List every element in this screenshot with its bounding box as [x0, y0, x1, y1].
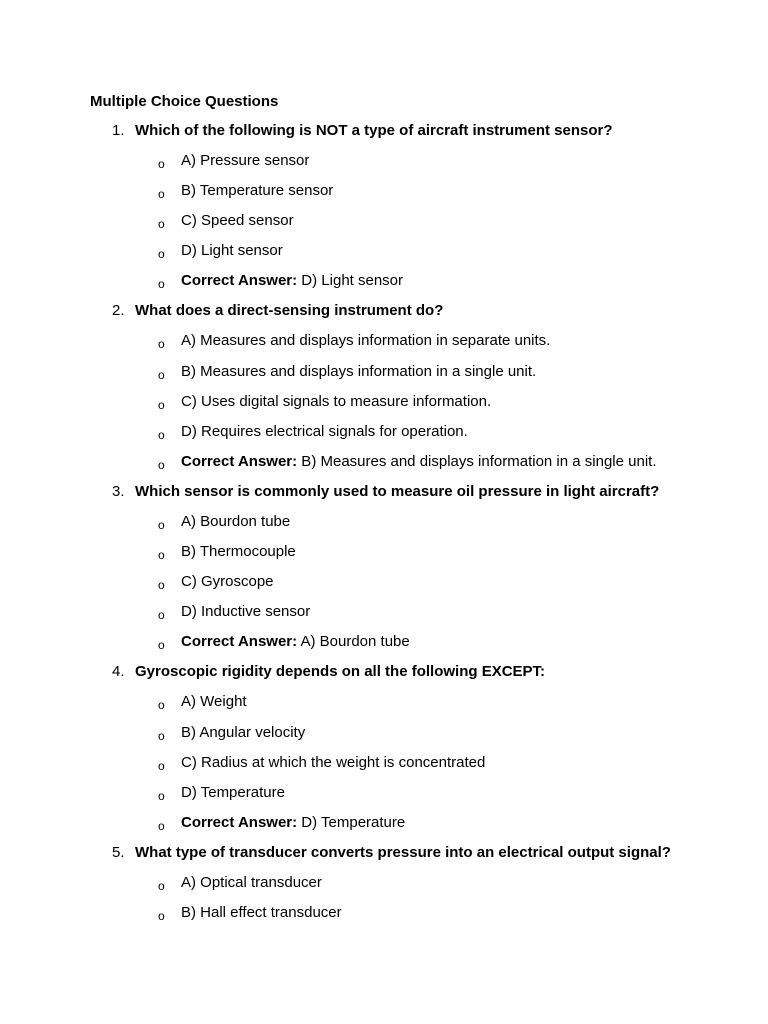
question-4 — [0, 663, 768, 693]
list-item — [0, 363, 768, 393]
bullet-icon: o — [158, 337, 165, 352]
question-2 — [0, 302, 768, 332]
bullet-icon: o — [158, 217, 165, 232]
bullet-icon: o — [158, 277, 165, 292]
bullet-icon: o — [158, 758, 165, 773]
option-text: B) Angular velocity — [181, 723, 306, 741]
correct-answer-label: Correct Answer: — [181, 272, 298, 290]
question-number: 1. — [112, 122, 125, 139]
question-number: 2. — [112, 302, 125, 320]
bullet-icon: o — [158, 457, 165, 472]
list-item — [0, 423, 768, 453]
correct-answer — [181, 814, 405, 832]
option-text: A) Optical transducer — [181, 873, 322, 891]
option-text: D) Temperature — [181, 783, 285, 801]
bullet-icon: o — [158, 818, 165, 833]
bullet-icon: o — [158, 517, 165, 532]
correct-answer-value: D) Temperature — [297, 813, 406, 831]
list-item — [0, 784, 768, 814]
list-item — [0, 874, 768, 904]
correct-answer-label: Correct Answer: — [181, 633, 298, 651]
list-item — [0, 754, 768, 784]
option-text: A) Weight — [181, 693, 247, 711]
bullet-icon: o — [158, 638, 165, 653]
bullet-icon: o — [158, 578, 165, 593]
question-5 — [0, 844, 768, 874]
bullet-icon: o — [158, 698, 165, 713]
option-text: C) Radius at which the weight is concentrated — [181, 753, 486, 771]
question-3 — [0, 483, 768, 513]
bullet-icon: o — [158, 788, 165, 803]
option-text: C) Gyroscope — [181, 573, 274, 591]
question-text: Which sensor is commonly used to measure oil pressure in light aircraft? — [135, 482, 660, 500]
option-text: C) Uses digital signals to measure information. — [181, 392, 492, 410]
list-item — [0, 573, 768, 603]
option-text: A) Pressure sensor — [181, 152, 310, 169]
question-1 — [0, 122, 768, 152]
bullet-icon: o — [158, 157, 165, 171]
bullet-icon: o — [158, 427, 165, 442]
list-item — [0, 904, 768, 934]
bullet-icon: o — [158, 728, 165, 743]
option-text: C) Speed sensor — [181, 212, 294, 230]
question-text: What does a direct-sensing instrument do? — [135, 302, 444, 320]
correct-answer-item — [0, 633, 768, 663]
list-item — [0, 693, 768, 723]
list-item — [0, 603, 768, 633]
correct-answer-item — [0, 272, 768, 302]
question-number: 4. — [112, 663, 125, 681]
correct-answer-label: Correct Answer: — [181, 813, 298, 831]
bullet-icon: o — [158, 247, 165, 262]
bullet-icon: o — [158, 908, 165, 923]
bullet-icon: o — [158, 548, 165, 563]
correct-answer — [181, 633, 410, 651]
correct-answer — [181, 272, 403, 290]
list-item — [0, 182, 768, 212]
bullet-icon: o — [158, 878, 165, 893]
option-text: A) Bourdon tube — [181, 512, 291, 530]
question-text: Which of the following is NOT a type of aircraft instrument sensor? — [135, 122, 613, 139]
question-number: 3. — [112, 482, 125, 500]
option-text: A) Measures and displays information in separate units. — [181, 332, 551, 350]
question-text: Gyroscopic rigidity depends on all the following EXCEPT: — [135, 663, 546, 681]
bullet-icon: o — [158, 608, 165, 623]
bullet-icon: o — [158, 367, 165, 382]
correct-answer — [181, 453, 657, 471]
option-text: B) Measures and displays information in a single unit. — [181, 362, 537, 380]
correct-answer-value: B) Measures and displays information in a single unit. — [297, 452, 657, 470]
correct-answer-label: Correct Answer: — [181, 452, 298, 470]
option-text: B) Temperature sensor — [181, 182, 334, 200]
option-text: D) Light sensor — [181, 242, 283, 260]
correct-answer-item — [0, 453, 768, 483]
list-item — [0, 242, 768, 272]
option-text: D) Requires electrical signals for operation. — [181, 422, 468, 440]
list-item — [0, 212, 768, 242]
correct-answer-value: D) Light sensor — [297, 272, 404, 290]
question-number: 5. — [112, 843, 125, 861]
option-text: B) Hall effect transducer — [181, 903, 342, 921]
list-item — [0, 543, 768, 573]
correct-answer-item — [0, 814, 768, 844]
bullet-icon: o — [158, 187, 165, 202]
option-text: D) Inductive sensor — [181, 603, 311, 621]
list-item — [0, 393, 768, 423]
option-text: B) Thermocouple — [181, 543, 296, 561]
list-item — [0, 724, 768, 754]
list-item — [0, 152, 768, 182]
correct-answer-value: A) Bourdon tube — [297, 633, 410, 651]
question-list — [0, 122, 768, 934]
bullet-icon: o — [158, 397, 165, 412]
question-text: What type of transducer converts pressure into an electrical output signal? — [135, 843, 671, 861]
list-item — [0, 513, 768, 543]
list-item — [0, 332, 768, 362]
section-heading: Multiple Choice Questions — [90, 93, 279, 110]
